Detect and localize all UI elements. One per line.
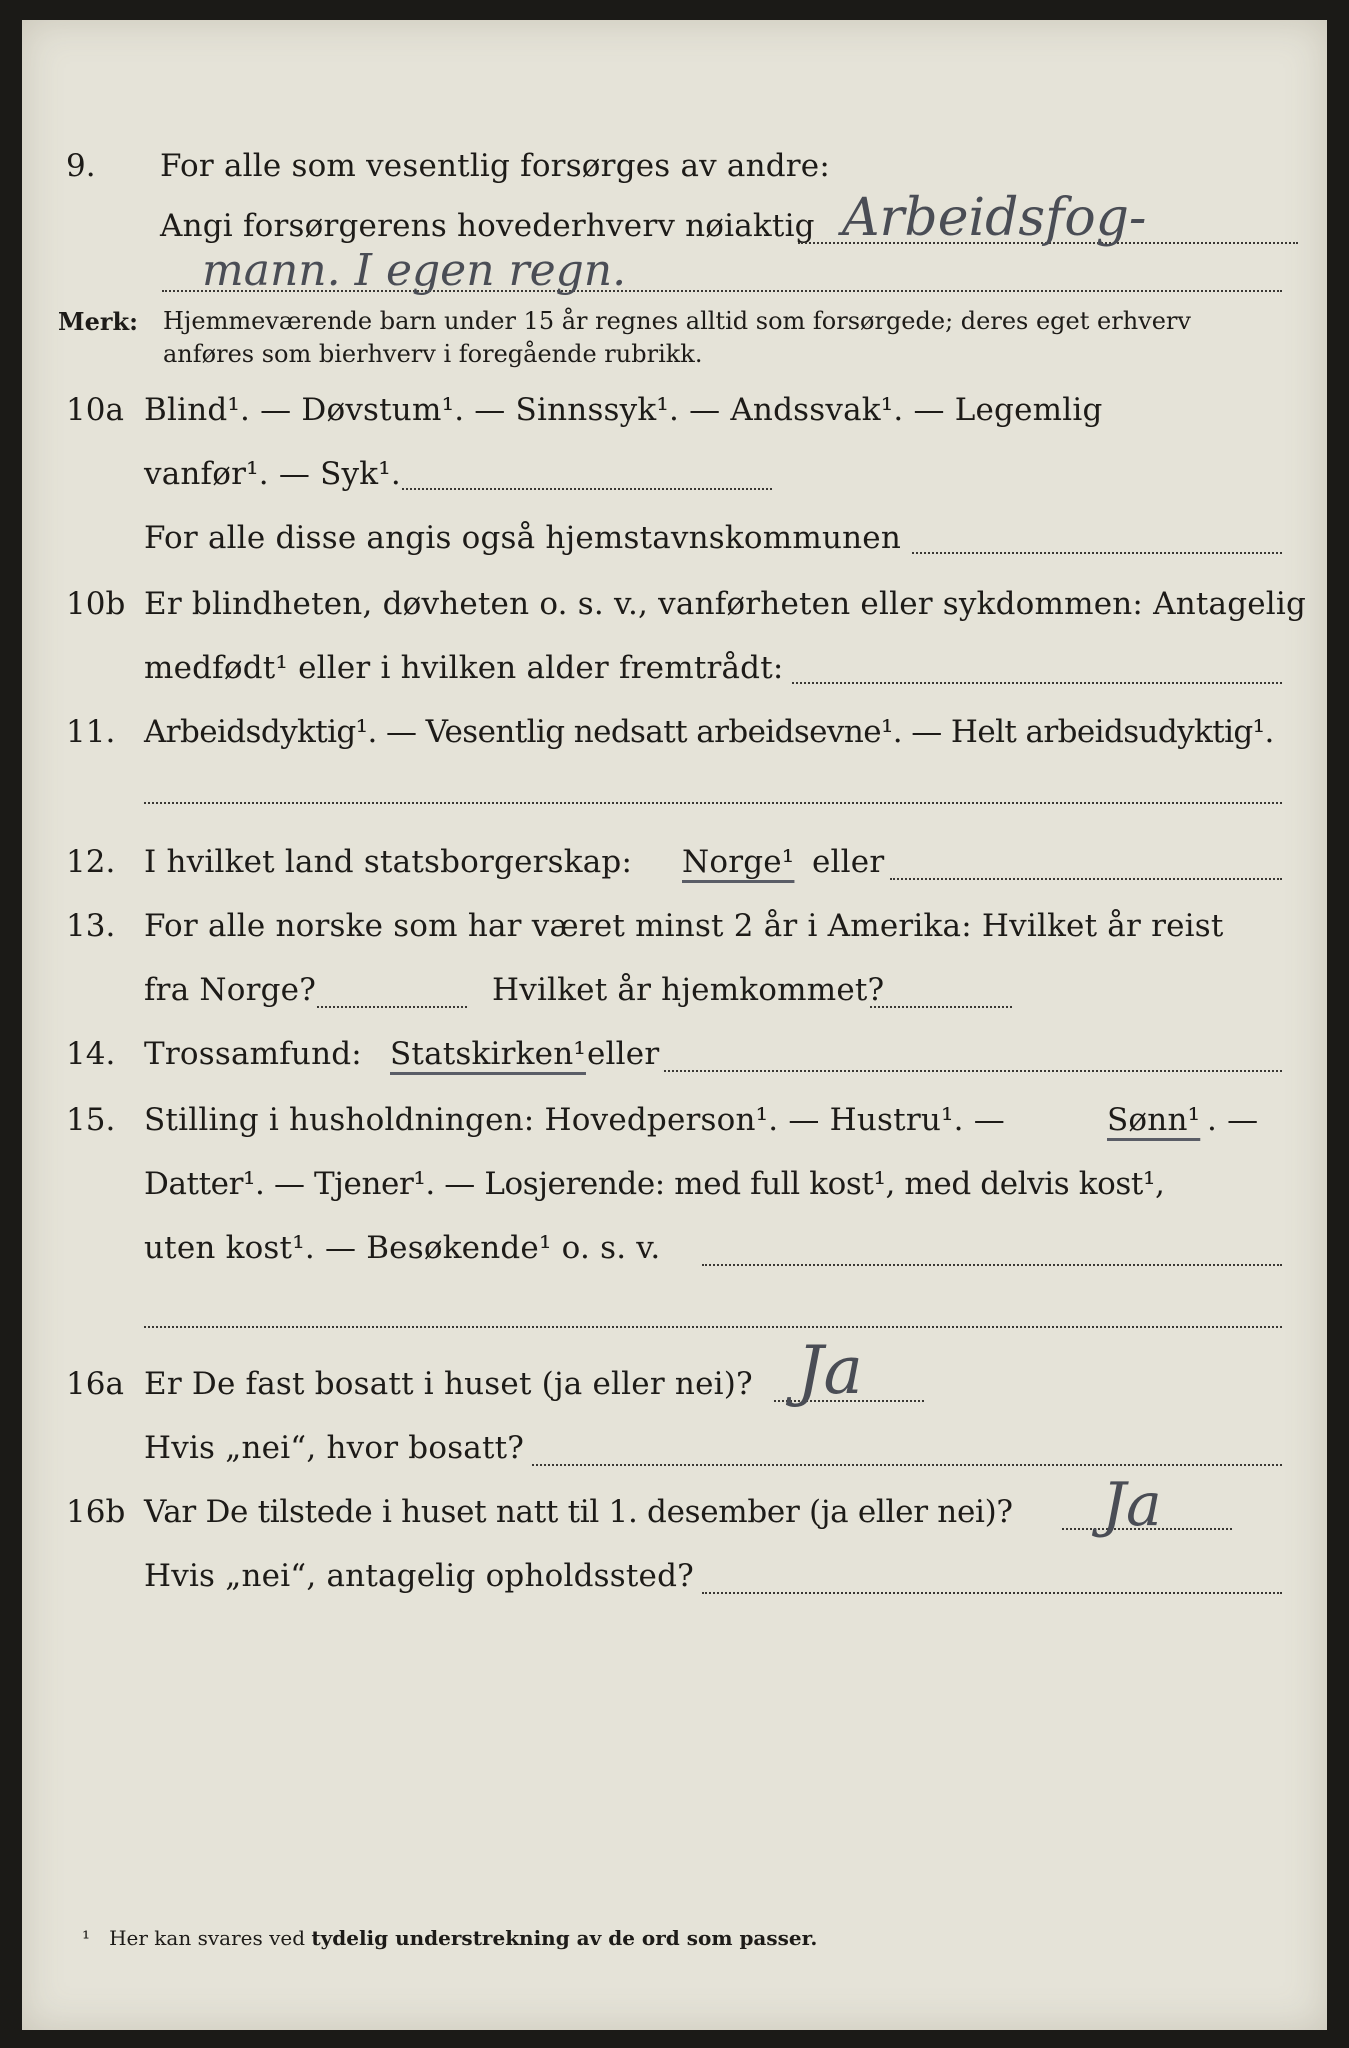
q10b-answer-line[interactable]: [792, 682, 1282, 684]
census-form-page: [22, 20, 1327, 2030]
q14-number: 14.: [66, 1036, 116, 1072]
q16b-opholdssted-line[interactable]: [702, 1592, 1282, 1594]
q15-line1c: . —: [1207, 1102, 1259, 1138]
q10a-line2: vanfør¹. — Syk¹.: [144, 456, 401, 492]
q12-number: 12.: [66, 844, 116, 880]
q16b-line2: Hvis „nei“, antagelig opholdssted?: [144, 1558, 694, 1594]
q12-answer-line[interactable]: [890, 878, 1282, 880]
q10a-hjemstavn-line[interactable]: [912, 552, 1282, 554]
q16a-handwritten-answer: Ja: [797, 1332, 863, 1409]
q15-answer-line1[interactable]: [702, 1264, 1282, 1266]
q14-choice-statskirken[interactable]: Statskirken¹: [390, 1036, 586, 1072]
q9-number: 9.: [66, 148, 96, 184]
q15-answer-line2[interactable]: [144, 1326, 1282, 1328]
q13-line2b: Hvilket år hjemkommet?: [492, 972, 885, 1008]
q9-handwriting-2: mann. I egen regn.: [202, 245, 627, 296]
q13-number: 13.: [66, 908, 116, 944]
q12-choice-norge[interactable]: Norge¹: [682, 844, 795, 880]
q12-prefix: I hvilket land statsborgerskap:: [144, 844, 633, 880]
footnote-mark: ¹: [82, 1926, 91, 1950]
q16b-handwritten-answer: Ja: [1102, 1470, 1162, 1540]
q13-line2a: fra Norge?: [144, 972, 317, 1008]
q16a-number: 16a: [66, 1366, 124, 1402]
q14-suffix: eller: [587, 1036, 660, 1072]
footnote: [82, 1926, 817, 1950]
q10a-number: 10a: [66, 392, 124, 428]
q14-answer-line[interactable]: [664, 1070, 1282, 1072]
q13-reist-line[interactable]: [317, 1006, 467, 1008]
q15-line3: uten kost¹. — Besøkende¹ o. s. v.: [144, 1230, 661, 1266]
q13-line1: For alle norske som har været minst 2 år i Amerika: Hvilket år reist: [144, 908, 1224, 944]
q15-line1a: Stilling i husholdningen: Hovedperson¹. — Hustru¹. —: [144, 1102, 1005, 1138]
q16a-bosatt-line[interactable]: [532, 1464, 1282, 1466]
q16b-line1: Var De tilstede i huset natt til 1. desember (ja eller nei)?: [144, 1494, 1013, 1530]
q16a-line2: Hvis „nei“, hvor bosatt?: [144, 1430, 525, 1466]
q9-handwriting-1: Arbeidsfog-: [842, 188, 1147, 248]
q10a-answer-line[interactable]: [402, 488, 772, 490]
q12-suffix: eller: [812, 844, 885, 880]
q14-prefix: Trossamfund:: [144, 1036, 362, 1072]
merk-line2: anføres som bierhverv i foregående rubrikk.: [163, 340, 703, 368]
q11-line1: Arbeidsdyktig¹. — Vesentlig nedsatt arbeidsevne¹. — Helt arbeidsudyktig¹.: [144, 714, 1274, 750]
merk-line1: Hjemmeværende barn under 15 år regnes alltid som forsørgede; deres eget erhverv: [163, 307, 1191, 335]
q10b-line1: Er blindheten, døvheten o. s. v., vanførheten eller sykdommen: Antagelig: [144, 586, 1307, 622]
q10b-line2: medfødt¹ eller i hvilken alder fremtrådt:: [144, 650, 784, 686]
footnote-text-a: Her kan svares ved: [109, 1926, 306, 1950]
q10a-line3: For alle disse angis også hjemstavnskommunen: [144, 520, 901, 556]
q9-line2: Angi forsørgerens hovederhverv nøiaktig: [160, 208, 815, 244]
q9-line1: For alle som vesentlig forsørges av andre:: [160, 148, 830, 184]
q11-answer-line[interactable]: [144, 802, 1282, 804]
q16a-line1: Er De fast bosatt i huset (ja eller nei)?: [144, 1366, 753, 1402]
q16b-number: 16b: [66, 1494, 126, 1530]
footnote-text-b: tydelig understrekning av de ord som passer.: [311, 1926, 818, 1950]
q10b-number: 10b: [66, 586, 126, 622]
q13-hjemkommet-line[interactable]: [870, 1006, 1012, 1008]
q15-choice-sonn[interactable]: Sønn¹: [1107, 1102, 1201, 1138]
merk-label: Merk:: [58, 307, 138, 336]
q15-number: 15.: [66, 1102, 116, 1138]
q10a-line1: Blind¹. — Døvstum¹. — Sinnssyk¹. — Andssvak¹. — Legemlig: [144, 392, 1103, 428]
q15-line2: Datter¹. — Tjener¹. — Losjerende: med full kost¹, med delvis kost¹,: [144, 1166, 1165, 1202]
q11-number: 11.: [66, 714, 116, 750]
